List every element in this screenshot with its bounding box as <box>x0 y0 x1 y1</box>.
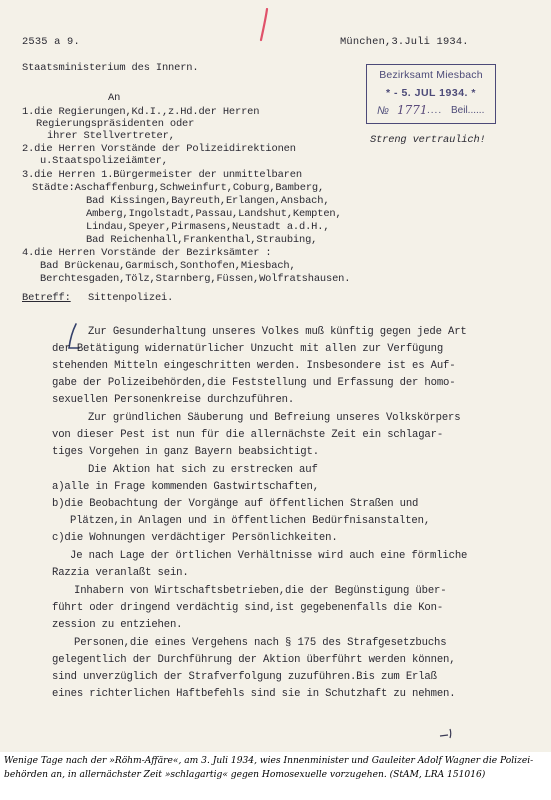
handwritten-mark <box>438 726 462 740</box>
body-line: Razzia veranlaßt sein. <box>52 567 189 579</box>
body-line: gabe der Polizeibehörden,die Feststellung und Erfassung der homo- <box>52 377 456 389</box>
body-line: führt oder dringend verdächtig sind,ist gegebenenfalls die Kon- <box>52 602 444 614</box>
place-date: München,3.Juli 1934. <box>340 36 469 48</box>
recipient-line: Bad Brückenau,Garmisch,Sonthofen,Miesbach, <box>40 260 296 272</box>
recipient-line: ihrer Stellvertreter, <box>47 130 175 142</box>
body-line: von dieser Pest ist nun für die allernächste Zeit ein schlagar- <box>52 429 444 441</box>
recipient-line: Bad Reichenhall,Frankenthal,Straubing, <box>86 234 318 246</box>
stamp-beil: Beil...... <box>451 105 485 116</box>
subject-label: Betreff: <box>22 292 71 304</box>
confidential-note: Streng vertraulich! <box>370 134 486 146</box>
caption <box>4 755 548 782</box>
recipient-line: Amberg,Ingolstadt,Passau,Landshut,Kempten, <box>86 208 342 220</box>
body-line: zession zu entziehen. <box>52 619 183 631</box>
subject: Sittenpolizei. <box>88 292 174 304</box>
recipient-line: Regierungspräsidenten oder <box>36 118 195 130</box>
body-line: b)die Beobachtung der Vorgänge auf öffentlichen Straßen und <box>52 498 419 510</box>
body-line: Zur Gesunderhaltung unseres Volkes muß künftig gegen jede Art <box>88 326 467 338</box>
body-line: eines richterlichen Haftbefehls sind sie in Schutzhaft zu nehmen. <box>52 688 456 700</box>
body-line: Personen,die eines Vergehens nach § 175 des Strafgesetzbuchs <box>74 637 447 649</box>
sender: Staatsministerium des Innern. <box>22 62 199 74</box>
recipient-line: 1.die Regierungen,Kd.I.,z.Hd.der Herren <box>22 106 260 118</box>
recipient-line: 2.die Herren Vorstände der Polizeidirektionen <box>22 143 296 155</box>
red-pencil-mark <box>258 8 270 42</box>
body-line: a)alle in Frage kommenden Gastwirtschaften, <box>52 481 319 493</box>
recipient-line: 4.die Herren Vorstände der Bezirksämter : <box>22 247 272 259</box>
stamp-number-label: № <box>377 105 389 117</box>
body-line: stehenden Mitteln eingeschritten werden. Insbesondere ist es Auf- <box>52 360 456 372</box>
body-line: Inhabern von Wirtschaftsbetrieben,die der Begünstigung über- <box>74 585 447 597</box>
recipient-line: 3.die Herren 1.Bürgermeister der unmittelbaren <box>22 169 302 181</box>
file-number: 2535 a 9. <box>22 36 80 48</box>
body-line: Je nach Lage der örtlichen Verhältnisse wird auch eine förmliche <box>70 550 468 562</box>
stamp-date: * - 5. JUL 1934. * <box>386 87 476 99</box>
body-line: tiges Vorgehen in ganz Bayern beabsichtigt. <box>52 446 319 458</box>
body-line: der Betätigung widernatürlicher Unzucht mit allen zur Verfügung <box>52 343 444 355</box>
body-line: sind unverzüglich der Strafverfolgung zuzuführen.Bis zum Erlaß <box>52 671 437 683</box>
recipient-line: Lindau,Speyer,Pirmasens,Neustadt a.d.H., <box>86 221 330 233</box>
caption-line: behörden an, in allernächster Zeit »schlagartig« gegen Homosexuelle vorzugehen. (StAM, LRA 151016) <box>4 769 486 780</box>
body-line: Die Aktion hat sich zu erstrecken auf <box>88 464 318 476</box>
stamp-office: Bezirksamt Miesbach <box>379 69 483 81</box>
body-line: c)die Wohnungen verdächtiger Persönlichkeiten. <box>52 532 338 544</box>
recipient-line: Städte:Aschaffenburg,Schweinfurt,Coburg,Bamberg, <box>32 182 325 194</box>
body-line: gelegentlich der Durchführung der Aktion überführt werden können, <box>52 654 456 666</box>
receipt-stamp <box>366 64 496 124</box>
body-line: Zur gründlichen Säuberung und Befreiung unseres Volkskörpers <box>88 412 461 424</box>
to-label: An <box>108 92 121 104</box>
recipient-line: u.Staatspolizeiämter, <box>40 155 168 167</box>
caption-line: Wenige Tage nach der »Röhm-Affäre«, am 3. Juli 1934, wies Innenminister und Gauleiter Adolf Wagner die Polizei- <box>4 756 534 766</box>
body-line: sexuellen Personenkreise durchzuführen. <box>52 394 295 406</box>
stamp-dots: .... <box>427 105 443 116</box>
body-line: Plätzen,in Anlagen und in öffentlichen Bedürfnisanstalten, <box>70 515 431 527</box>
recipient-line: Berchtesgaden,Tölz,Starnberg,Füssen,Wolfratshausen. <box>40 273 351 285</box>
stamp-number: 1771 <box>397 103 428 117</box>
recipient-line: Bad Kissingen,Bayreuth,Erlangen,Ansbach, <box>86 195 330 207</box>
